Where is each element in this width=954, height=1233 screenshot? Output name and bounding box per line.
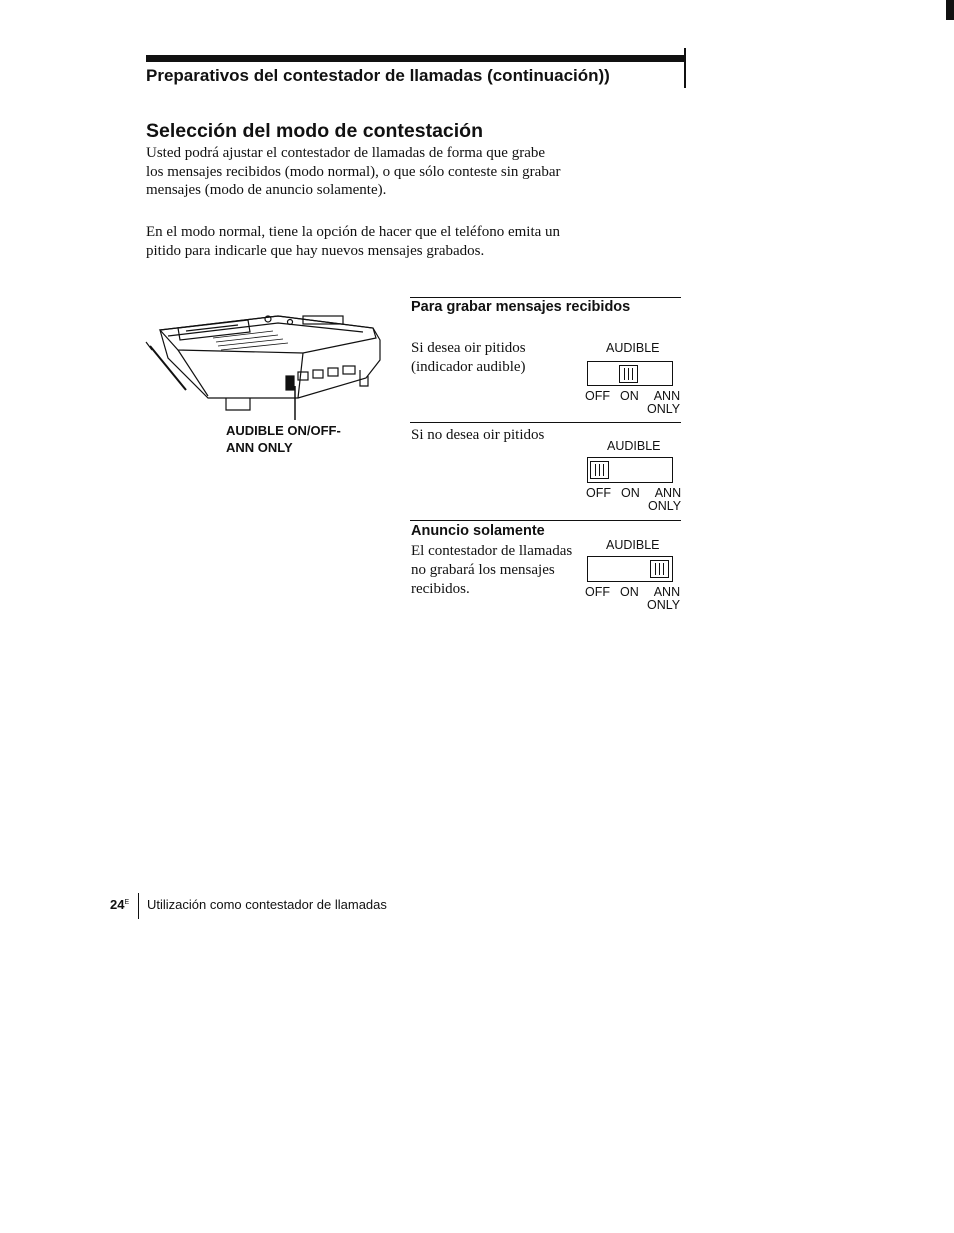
switch-off-label: OFF: [586, 486, 611, 500]
beep-on-description: Si desea oir pitidos (indicador audible): [411, 340, 526, 375]
normal-mode-paragraph: En el modo normal, tiene la opción de hacer que el teléfono emita un pitido para indicarle que hay nuevos mensajes grabados.: [146, 224, 561, 259]
page-number: $24^E$: [110, 897, 130, 912]
record-heading: Para grabar mensajes recibidos: [411, 299, 631, 315]
audible-switch-on: [587, 361, 673, 386]
switch-knob: [619, 365, 638, 383]
section-heading: Preparativos del contestador de llamadas (continuación)): [146, 66, 610, 85]
beep-off-description: Si no desea oir pitidos: [411, 427, 545, 443]
switch-knob: [590, 461, 609, 479]
header-rule-tick: [684, 48, 686, 88]
switch-title: AUDIBLE: [606, 341, 660, 355]
announce-description: El contestador de llamadas no grabará los mensajes recibidos.: [411, 543, 573, 597]
switch-ann-only-label: ANN ONLY: [647, 389, 681, 416]
announce-heading: Anuncio solamente: [411, 523, 545, 539]
footer-section-name: Utilización como contestador de llamadas: [147, 897, 387, 912]
footer-divider: [138, 893, 139, 919]
section-rule: [410, 520, 681, 521]
audible-switch-off: [587, 457, 673, 483]
header-rule: [146, 55, 684, 62]
intro-paragraph: Usted podrá ajustar el contestador de llamadas de forma que grabe los mensajes recibidos (modo normal), o que sólo conteste sin grabar mensajes (modo de anuncio solamente).: [146, 145, 561, 198]
switch-label: AUDIBLE ON/OFF- ANN ONLY: [226, 423, 341, 455]
switch-ann-only-label: ANN ONLY: [648, 486, 682, 513]
switch-on-label: ON: [620, 389, 639, 403]
page-title: Selección del modo de contestación: [146, 120, 483, 142]
switch-title: AUDIBLE: [607, 439, 661, 453]
switch-off-label: OFF: [585, 389, 610, 403]
audible-switch-ann-only: [587, 556, 673, 582]
switch-title: AUDIBLE: [606, 538, 660, 552]
switch-on-label: ON: [620, 585, 639, 599]
switch-knob: [650, 560, 669, 578]
page-edge-mark: [946, 0, 954, 20]
section-rule: [410, 422, 681, 423]
section-rule: [410, 297, 681, 298]
switch-ann-only-label: ANN ONLY: [647, 585, 681, 612]
switch-off-label: OFF: [585, 585, 610, 599]
answering-machine-illustration: [138, 298, 388, 423]
switch-on-label: ON: [621, 486, 640, 500]
